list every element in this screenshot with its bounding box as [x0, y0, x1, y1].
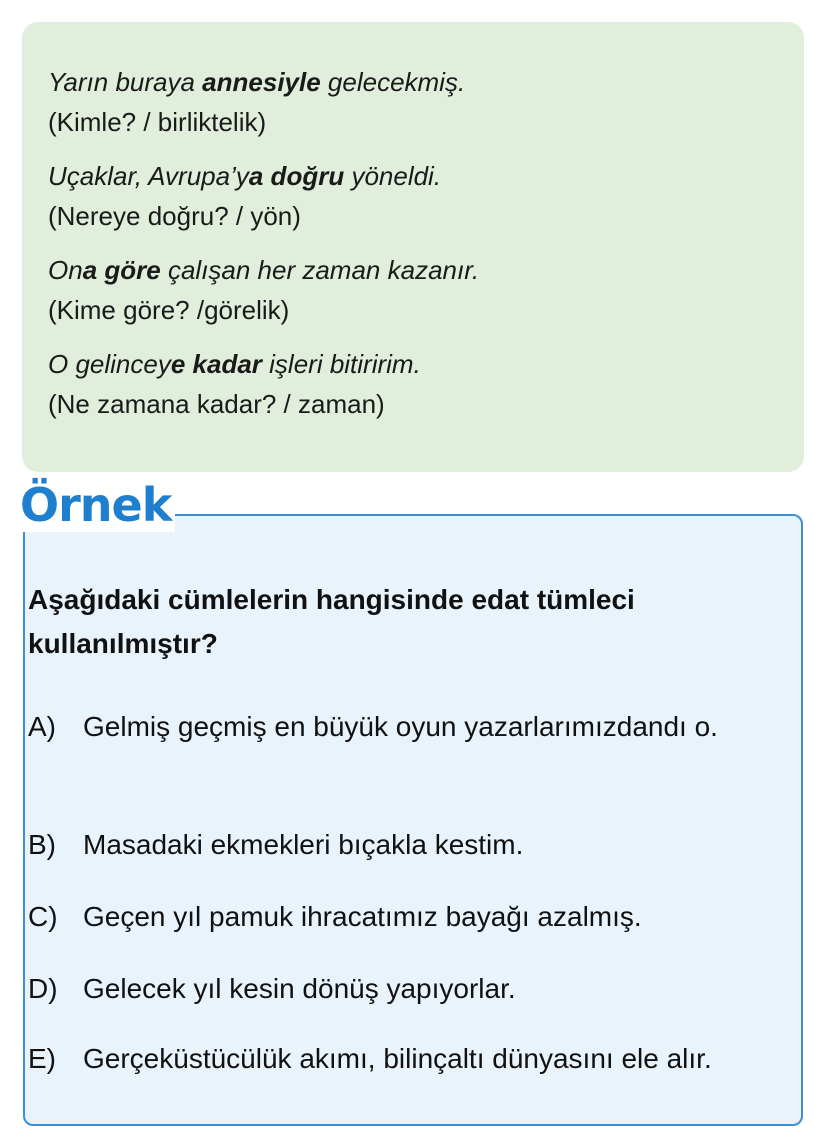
ornek-title: Örnek [20, 478, 175, 532]
option-letter: A) [28, 711, 56, 742]
option-b[interactable] [28, 822, 793, 868]
example-sentence: Ona göre çalışan her zaman kazanır. [48, 255, 480, 285]
option-letter: E) [28, 1043, 56, 1074]
example-sentence: Uçaklar, Avrupa’ya doğru yöneldi. [48, 161, 442, 191]
option-d[interactable] [28, 966, 793, 1012]
example-sentence: Yarın buraya annesiyle gelecekmiş. [48, 67, 466, 97]
option-text: Gerçeküstücülük akımı, bilinçaltı dünyasını ele alır. [83, 1043, 712, 1074]
option-a[interactable] [28, 704, 793, 750]
option-text: Masadaki ekmekleri bıçakla kestim. [83, 829, 524, 860]
example-question: (Kime göre? /görelik) [48, 295, 290, 325]
option-text: Gelmiş geçmiş en büyük oyun yazarlarımızdandı o. [83, 711, 718, 742]
option-letter: B) [28, 829, 56, 860]
question-text: Aşağıdaki cümlelerin hangisinde edat tümleci kullanılmıştır? [28, 584, 635, 659]
examples-box [22, 22, 804, 472]
example-question: (Ne zamana kadar? / zaman) [48, 389, 385, 419]
option-letter: C) [28, 901, 58, 932]
option-text: Geçen yıl pamuk ihracatımız bayağı azalmış. [83, 901, 642, 932]
option-text: Gelecek yıl kesin dönüş yapıyorlar. [83, 973, 516, 1004]
example-sentence: O gelinceye kadar işleri bitiririm. [48, 349, 421, 379]
option-e[interactable] [28, 1036, 793, 1082]
option-c[interactable] [28, 894, 793, 940]
option-letter: D) [28, 973, 58, 1004]
example-question: (Nereye doğru? / yön) [48, 201, 301, 231]
example-question: (Kimle? / birliktelik) [48, 107, 267, 137]
